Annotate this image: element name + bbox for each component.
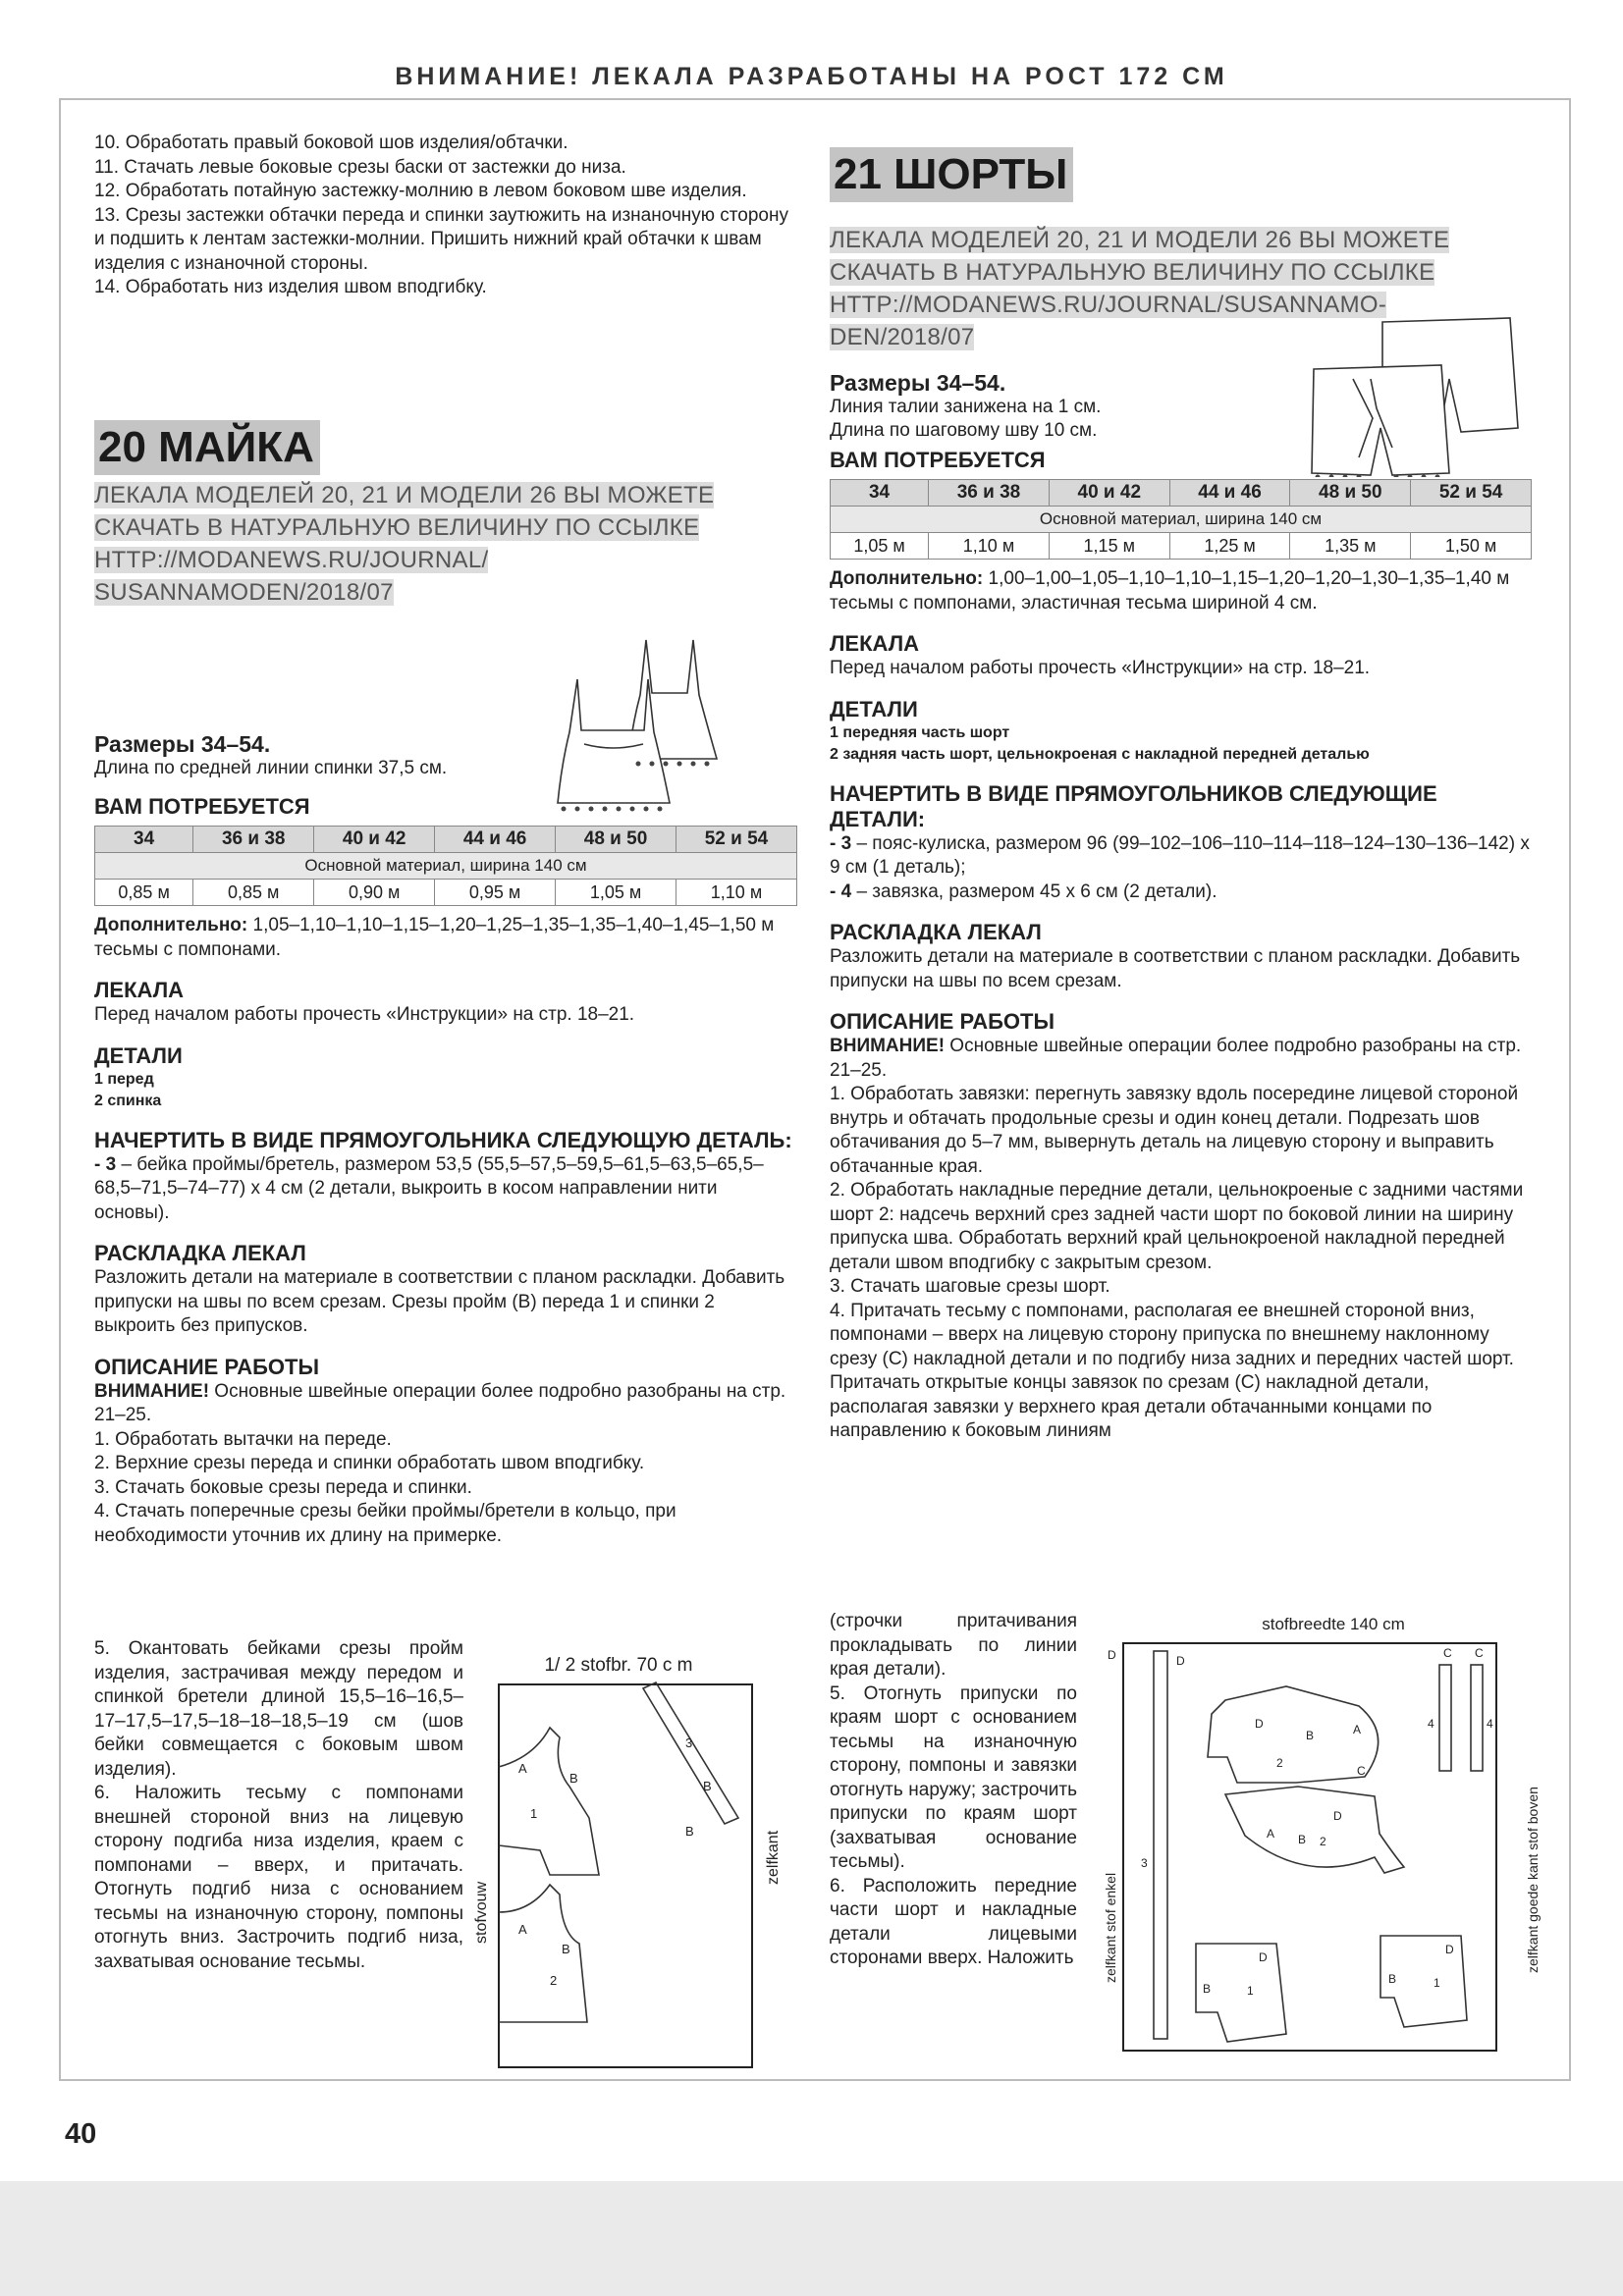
pattern-letter: D — [1176, 1654, 1185, 1668]
pattern-letter: A — [1353, 1723, 1362, 1736]
size-cell: 36 и 38 — [193, 827, 314, 853]
banner-line: СКАЧАТЬ В НАТУРАЛЬНУЮ ВЕЛИЧИНУ ПО ССЫЛКЕ — [94, 514, 700, 541]
layout-text: Разложить детали на материале в соответствии с планом раскладки. Добавить припуски на швы по всем срезам. Срезы пройм (В) переда 1 и спинки 2 выкроить без припусков. — [94, 1267, 785, 1336]
fabric-table — [94, 826, 797, 906]
pattern-letter: B — [685, 1824, 694, 1839]
attention-label: ВНИМАНИЕ! — [94, 1380, 210, 1402]
pattern-letter: B — [1306, 1729, 1315, 1742]
work-step: 2. Верхние срезы переда и спинки обработать швом вподгибку. — [94, 1453, 645, 1473]
extra-paragraph — [830, 567, 1532, 615]
extra-label: Дополнительно: — [830, 568, 984, 589]
rect-text: – бейка проймы/бретель, размером 53,5 (55,5–57,5–59,5–61,5–63,5–65,5–68,5–71,5–74–77) х 4 см (2 детали, выкроить в косом направлении нити основы). — [94, 1153, 764, 1223]
model-20-body — [94, 732, 797, 1548]
rect-paragraph — [94, 1153, 797, 1226]
pattern-letter: A — [518, 1922, 527, 1937]
tank-top-layout-diagram — [471, 1649, 785, 2081]
step-item: 11. Стачать левые боковые срезы баски от застежки до низа. — [94, 156, 626, 178]
detail-item: 2 задняя часть шорт, цельнокроеная с накладной передней деталью — [830, 745, 1370, 763]
pattern-number: 2 — [1320, 1835, 1326, 1848]
size-cell: 40 и 42 — [314, 827, 435, 853]
size-cell: 44 и 46 — [435, 827, 556, 853]
value-cell: 0,95 м — [435, 880, 556, 906]
work-step: 3. Стачать шаговые срезы шорт. — [830, 1276, 1110, 1297]
lekala-text: Перед началом работы прочесть «Инструкции» на стр. 18–21. — [94, 1004, 635, 1025]
sizes-note: Длина по шаговому шву 10 см. — [830, 420, 1098, 441]
rect-text: – пояс-кулиска, размером 96 (99–102–106–110–114–118–124–130–136–142) х 9 см (1 деталь); — [830, 832, 1530, 878]
pattern-letter: C — [1357, 1764, 1366, 1778]
model-20-section — [94, 420, 797, 609]
work-step: 3. Стачать боковые срезы переда и спинки. — [94, 1476, 472, 1498]
model-20-narrow-steps — [94, 1637, 463, 1974]
pattern-letter: D — [1333, 1809, 1342, 1823]
rect-paragraph — [830, 881, 1532, 905]
size-cell: 34 — [831, 480, 929, 507]
size-cell: 36 и 38 — [929, 480, 1050, 507]
rect-text: – завязка, размером 45 х 6 см (2 детали). — [851, 881, 1217, 902]
work-heading: ОПИСАНИЕ РАБОТЫ — [94, 1354, 319, 1379]
step-item: 13. Срезы застежки обтачки переда и спинки заутюжить на изнаночную сторону и подшить к лентам застежки-молнии. Пришить нижний край обтачки к швам изделия с изнаночной стороны. — [94, 204, 788, 274]
pattern-letter: D — [1108, 1648, 1116, 1662]
pattern-number: 2 — [1276, 1756, 1283, 1770]
sizes-heading: Размеры 34–54. — [830, 370, 1006, 396]
banner-line: ЛЕКАЛА МОДЕЛЕЙ 20, 21 И МОДЕЛИ 26 ВЫ МОЖЕТЕ — [94, 482, 715, 508]
diagram-selvage-label: zelfkant stof enkel — [1103, 1872, 1118, 1983]
extra-text: 1,05–1,10–1,10–1,15–1,20–1,25–1,35–1,35–1,40–1,45–1,50 м тесьмы с помпонами. — [94, 915, 775, 960]
pattern-number: 3 — [685, 1735, 693, 1750]
value-cell: 0,85 м — [193, 880, 314, 906]
pattern-number: 4 — [1428, 1717, 1434, 1731]
pattern-number: 4 — [1487, 1717, 1493, 1731]
detail-item: 2 спинка — [94, 1092, 162, 1109]
details-heading: ДЕТАЛИ — [94, 1042, 183, 1068]
pattern-letter: A — [518, 1761, 527, 1776]
size-cell: 48 и 50 — [1290, 480, 1411, 507]
pattern-letter: C — [1475, 1646, 1484, 1660]
value-cell: 1,15 м — [1049, 533, 1169, 560]
work-step: 4. Притачать тесьму с помпонами, располагая ее внешней стороной вниз, помпонами – вверх на лицевую сторону припуска по внешнему наклонному срезу (С) накладной детали и по подгибу низа задних и передних частей шорт. Притачать открытые концы завязок по срезам (С) накладной детали, располагая завязки у верхнего края детали обтачанными концами по направлению к боковым линиям — [830, 1300, 1514, 1441]
banner-line: HTTP://MODANEWS.RU/JOURNAL/ — [94, 547, 489, 573]
diagram-fold-label: stofvouw — [473, 1881, 490, 1944]
value-cell: 0,85 м — [95, 880, 193, 906]
model-21-narrow-steps — [830, 1610, 1077, 1971]
work-heading: ОПИСАНИЕ РАБОТЫ — [830, 1009, 1055, 1034]
pattern-letter: B — [1203, 1982, 1212, 1996]
fabric-table — [830, 479, 1532, 560]
rect-heading: НАЧЕРТИТЬ В ВИДЕ ПРЯМОУГОЛЬНИКА СЛЕДУЮЩУЮ ДЕТАЛЬ: — [94, 1127, 792, 1152]
banner-line: HTTP://MODANEWS.RU/JOURNAL/SUSANNAMO- — [830, 292, 1387, 318]
size-cell: 34 — [95, 827, 193, 853]
attention-text: Основные швейные операции более подробно разобраны на стр. 21–25. — [94, 1380, 786, 1425]
attention-paragraph — [94, 1380, 797, 1428]
diagram-width-label: 1/ 2 stofbr. 70 c m — [544, 1655, 693, 1676]
attention-label: ВНИМАНИЕ! — [830, 1036, 946, 1056]
size-cell: 48 и 50 — [556, 827, 676, 853]
extra-label: Дополнительно: — [94, 915, 248, 935]
pattern-letter: D — [1259, 1950, 1268, 1964]
step-item: 12. Обработать потайную застежку-молнию в левом боковом шве изделия. — [94, 181, 747, 201]
layout-heading: РАСКЛАДКА ЛЕКАЛ — [830, 920, 1042, 944]
details-heading: ДЕТАЛИ — [830, 696, 918, 721]
download-banner — [94, 479, 797, 609]
size-cell: 44 и 46 — [1169, 480, 1290, 507]
extra-paragraph — [94, 914, 797, 962]
diagram-width-label: stofbreedte 140 cm — [1262, 1615, 1405, 1633]
rect-paragraph — [830, 832, 1532, 881]
work-step: 1. Обработать завязки: перегнуть завязку вдоль посередине лицевой стороной внутрь и обтачать продольные срезы и один конец детали. Подрезать шов обтачивания до 5–7 мм, вывернуть деталь на лицевую сторону и выправить обтачанные края. — [830, 1084, 1519, 1177]
page-number: 40 — [65, 2118, 97, 2150]
need-heading: ВАМ ПОТРЕБУЕТСЯ — [94, 794, 310, 819]
work-step: 4. Стачать поперечные срезы бейки проймы/бретели в кольцо, при необходимости уточнив их длину на примерке. — [94, 1501, 676, 1546]
work-step: 5. Отогнуть припуски по краям шорт с основанием тесьмы на изнаночную сторону, помпоны и завязки отогнуть наружу; застрочить припуски по краям шорт (захватывая основание тесьмы). — [830, 1682, 1077, 1872]
need-heading: ВАМ ПОТРЕБУЕТСЯ — [830, 448, 1046, 472]
pattern-number: 1 — [1434, 1976, 1440, 1990]
value-cell: 1,35 м — [1290, 533, 1411, 560]
pattern-letter: D — [1445, 1943, 1454, 1956]
step-item: 10. Обработать правый боковой шов изделия/обтачки. — [94, 133, 568, 153]
pattern-letter: B — [703, 1779, 712, 1793]
extra-text: 1,00–1,00–1,05–1,10–1,10–1,15–1,20–1,20–1,30–1,35–1,40 м тесьмы с помпонами, эластичная тесьма шириной 4 см. — [830, 568, 1510, 614]
diagram-selvage-right-label: zelfkant goede kant stof boven — [1525, 1787, 1541, 1973]
pattern-letter: B — [569, 1771, 578, 1786]
attention-text: Основные швейные операции более подробно разобраны на стр. 21–25. — [830, 1036, 1522, 1081]
diagram-selvage-label: zelfkant — [765, 1830, 782, 1885]
pattern-number: 1 — [1247, 1984, 1254, 1998]
banner-line: СКАЧАТЬ В НАТУРАЛЬНУЮ ВЕЛИЧИНУ ПО ССЫЛКЕ — [830, 259, 1435, 286]
work-step: 1. Обработать вытачки на переде. — [94, 1428, 392, 1450]
value-cell: 1,25 м — [1169, 533, 1290, 560]
sizes-heading: Размеры 34–54. — [94, 731, 271, 757]
size-cell: 52 и 54 — [676, 827, 797, 853]
lekala-text: Перед началом работы прочесть «Инструкции» на стр. 18–21. — [830, 658, 1371, 678]
value-cell: 0,90 м — [314, 880, 435, 906]
step-item: 14. Обработать низ изделия швом вподгибку. — [94, 277, 487, 297]
rect-num: - 3 — [94, 1153, 117, 1175]
value-cell: 1,50 м — [1411, 533, 1532, 560]
pattern-number: 3 — [1141, 1856, 1148, 1870]
work-step: (строчки притачивания прокладывать по линии края детали). — [830, 1611, 1077, 1680]
model-21-body — [830, 448, 1532, 1444]
banner-line: DEN/2018/07 — [830, 324, 975, 350]
page-header: ВНИМАНИЕ! ЛЕКАЛА РАЗРАБОТАНЫ НА РОСТ 172 СМ — [395, 63, 1228, 90]
pattern-letter: A — [1267, 1827, 1275, 1841]
pattern-letter: B — [562, 1942, 570, 1956]
banner-line: SUSANNAMODEN/2018/07 — [94, 579, 394, 606]
work-step: 5. Окантовать бейками срезы пройм изделия, застрачивая между передом и спинкой бретели длиной 15,5–16–16,5–17–17,5–17,5–18–18–18,5–19 см (шов бейки совмещается с боковым швом изделия). — [94, 1638, 463, 1780]
attention-paragraph — [830, 1035, 1532, 1083]
continued-steps — [94, 132, 797, 300]
lekala-heading: ЛЕКАЛА — [830, 631, 920, 656]
work-step: 2. Обработать накладные передние детали, цельнокроеные с задними частями шорт 2: надсечь верхний срез задней части шорт по боковой линии на ширину припуска шва. Обработать верхний край цельнокроеной накладной передней детали швом вподгибку с закрытым срезом. — [830, 1180, 1524, 1273]
rect-num: - 3 — [830, 832, 852, 854]
banner-line: ЛЕКАЛА МОДЕЛЕЙ 20, 21 И МОДЕЛИ 26 ВЫ МОЖЕТЕ — [830, 227, 1450, 253]
detail-item: 1 перед — [94, 1070, 154, 1088]
rect-heading: НАЧЕРТИТЬ В ВИДЕ ПРЯМОУГОЛЬНИКОВ СЛЕДУЮЩИЕ ДЕТАЛИ: — [830, 780, 1437, 831]
value-cell: 1,10 м — [676, 880, 797, 906]
sizes-note: Линия талии занижена на 1 см. — [830, 396, 1102, 417]
layout-text: Разложить детали на материале в соответствии с планом раскладки. Добавить припуски на швы по всем срезам. — [830, 946, 1521, 991]
value-cell: 1,05 м — [556, 880, 676, 906]
pattern-letter: B — [1388, 1972, 1397, 1986]
size-cell: 40 и 42 — [1049, 480, 1169, 507]
pattern-number: 1 — [530, 1806, 538, 1821]
value-cell: 1,10 м — [929, 533, 1050, 560]
model-20-title: 20 МАЙКА — [94, 420, 320, 475]
sizes-note: Длина по средней линии спинки 37,5 см. — [94, 757, 448, 778]
pattern-letter: B — [1298, 1833, 1307, 1846]
rect-num: - 4 — [830, 881, 852, 902]
detail-item: 1 передняя часть шорт — [830, 723, 1010, 741]
model-21-title: 21 ШОРТЫ — [830, 147, 1073, 202]
material-cell: Основной материал, ширина 140 см — [831, 507, 1532, 533]
work-step: 6. Наложить тесьму с помпонами внешней стороной вниз на лицевую сторону подгиба низа изделия, краем с помпонами – вверх, и притачать. Отогнуть подгиб низа с основанием тесьмы на изнаночную сторону, помпоны отогнуть вниз. Застрочить подгиб низа, захватывая основание тесьмы. — [94, 1783, 463, 1972]
shorts-layout-diagram — [1080, 1610, 1551, 2071]
pattern-letter: D — [1255, 1717, 1264, 1731]
pattern-number: 2 — [550, 1973, 558, 1988]
layout-heading: РАСКЛАДКА ЛЕКАЛ — [94, 1241, 306, 1265]
value-cell: 1,05 м — [831, 533, 929, 560]
size-cell: 52 и 54 — [1411, 480, 1532, 507]
lekala-heading: ЛЕКАЛА — [94, 978, 185, 1002]
work-step: 6. Расположить передние части шорт и накладные детали лицевыми сторонами вверх. Наложить — [830, 1875, 1077, 1968]
material-cell: Основной материал, ширина 140 см — [95, 853, 797, 880]
pattern-letter: C — [1443, 1646, 1452, 1660]
